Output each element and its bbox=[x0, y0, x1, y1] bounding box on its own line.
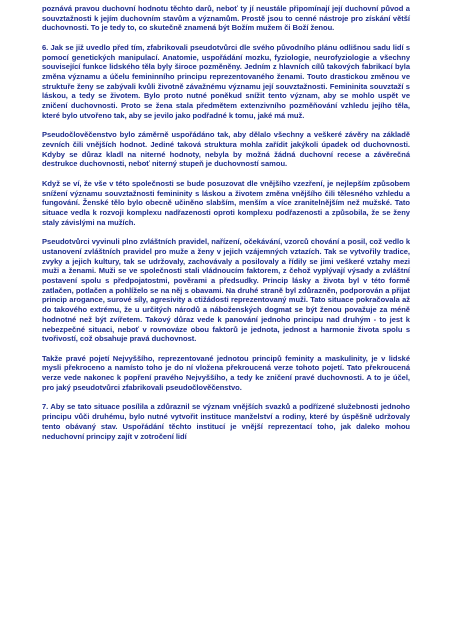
paragraph-7: 7. Aby se tato situace posílila a zdůraznil se význam vnějších svazků a podřízené služebnosti jednoho principu vůči druhému, bylo nutné vytvořit instituce manželství a rodiny, které by úspěšně udržovaly tento obávaný stav. Uspořádání těchto institucí je vnější reprezentací toho, jak daleko mohou neduchovní principy zajít v zotročení lidí bbox=[42, 402, 410, 441]
paragraph-supreme-concept: Takže pravé pojetí Nejvyššího, reprezentované jednotou principů feminity a maskulinity, je v lidské mysli překroceno a namísto toho je do ní vložena překroucená verze tohoto pojetí. Tato překroucená verze vede nakonec k popření pravého Nejvyššího, a tedy ke zničení pravé duchovnosti. A to je účel, pro jaký pseudotvůrci zfabrikovali pseudočlověčenstvo. bbox=[42, 353, 410, 392]
paragraph-pseudocreators-rules: Pseudotvůrci vyvinuli plno zvláštních pravidel, nařízení, očekávání, vzorců chování a posil, což vedlo k ustanovení zvláštních pravidel pro muže a ženy v jejich vzájemných vztazích. Tak se vytvořily tradice, zvyky a jejich kultury, tak se udržovaly, zachovávaly a posilovaly a řídily se jimi veškeré vztahy mezi muži a ženami. Muži se ve společnosti stali vládnoucím faktorem, z čehož vyplývají výsady a zvláštní postavení spolu s předpojatostmi, pověrami a předsudky. Princip lásky a života byl v této formě zatlačen, potlačen a pohlíželo se na něj s obavami. Na druhé straně byl zdůrazněn, podporován a přijat princip arogance, surové síly, agresivity a ctižádosti reprezentovaný muži. Tato situace pokračovala až do takového extrému, že u určitých národů a náboženských dogmat se být ženou považuje za méně hodnotné než být zvířetem. Takový důraz vede k panování jednoho principu nad druhým - to jest k nebezpečné situaci, neboť v rovnováze obou faktorů je jednota, jednost a harmonie života spolu s tvořivostí, což obsahuje pravá duchovnost. bbox=[42, 237, 410, 344]
paragraph-6: 6. Jak se již uvedlo před tím, zfabrikovali pseudotvůrci dle svého původního plánu odlišnou sadu lidí s pomocí genetických manipulací. Anatomie, uspořádání mozku, fyziologie, neurofyziologie a všechny související funkce lidského těla byly široce pozměněny. Jedním z hlavních cílů takových fabrikací byla změna významu a účelu femininního principu reprezentovaného ženami. Touto drastickou změnou ve struktuře ženy se zabývali kvůli životně závažnému významu její souvztažnosti. Femininita souvztaží s láskou, a tedy se životem. Bylo proto nutné poněkud snížit tento význam, aby se mohlo uspět ve zničení duchovnosti. Proto se žena stala předmětem extenzivního pozměňování vzhledu jejího těla, které bylo utvořeno tak, aby se jevilo jako podřadné k tomu, jaké má muž. bbox=[42, 42, 410, 120]
paragraph-pseudohumanity: Pseudočlověčenstvo bylo záměrně uspořádáno tak, aby dělalo všechny a veškeré závěry na základě zevních čili vnějších hodnot. Jediné taková struktura mohla zařídit jakýkoli úpadek od duchovnosti. Kdyby se důraz kladl na niterné hodnoty, nebyla by možná žádná duchovní recese a závěrečná destrukce duchovnosti, neboť niterný stupeň je duchovností samou. bbox=[42, 130, 410, 169]
paragraph-intro: poznává pravou duchovní hodnotu těchto darů, neboť ty jí neustále připomínají její duchovní původ a souvztažnosti k jejím duchovním stavům a významům. Prostě jsou to cenné nástroje pro získání větší duchovnosti. To je tedy to, co skutečně znamená být Božím mužem či Boží ženou. bbox=[42, 4, 410, 33]
paragraph-external-appearance: Když se ví, že vše v této společnosti se bude posuzovat dle vnějšího vzezření, je nejlepším způsobem snížení významu souvztažnosti femininity s láskou a životem změna vnějšího čili tělesného vzhledu a fungování. Ženské tělo bylo obecně učiněno slabším, menším a více zranitelnějším než mužské. Tato situace vedla k rozvoji komplexu nadřazenosti oproti komplexu podřazenosti a způsobila, že se ženy staly závislými na mužích. bbox=[42, 178, 410, 227]
